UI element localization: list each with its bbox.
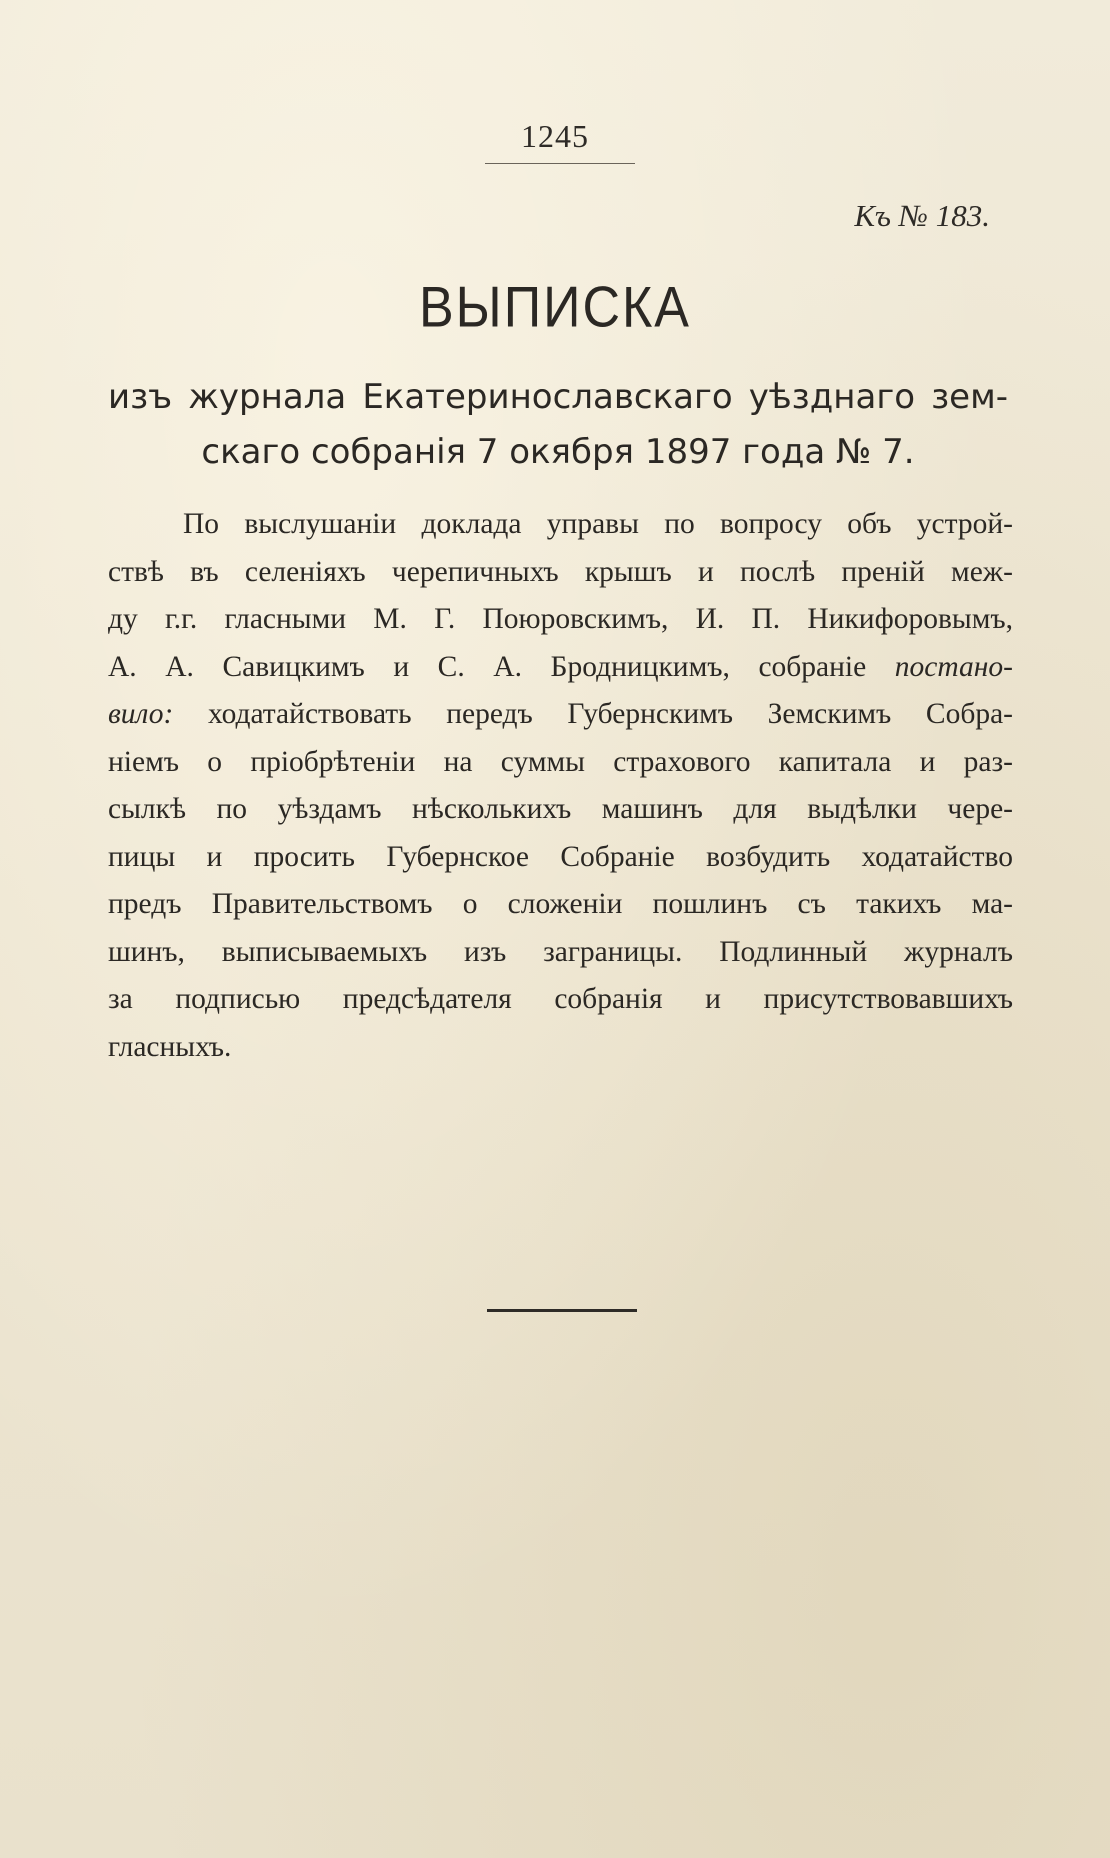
document-subtitle: [108, 370, 1008, 480]
body-line: [108, 644, 1013, 692]
emphasized-text: постано-: [894, 650, 1013, 683]
body-line: ду г.г. гласными М. Г. Поюровскимъ, И. П. Никифоровымъ,: [108, 603, 1013, 635]
subtitle-line: изъ журнала Екатеринославскаго уѣзднаго зем-: [108, 377, 1008, 417]
reference-number: Къ № 183.: [854, 198, 990, 233]
body-text-run: ходатайствовать передъ Губернскимъ Земскимъ Собра-: [173, 698, 1013, 730]
body-line: за подписью предсѣдателя собранія и присутствовавшихъ: [108, 983, 1013, 1015]
body-paragraph: [108, 501, 1013, 1071]
subtitle-line: скаго собранія 7 окября 1897 года № 7.: [201, 432, 915, 472]
document-title: ВЫПИСКА: [419, 276, 691, 340]
body-line: ствѣ въ селеніяхъ черепичныхъ крышъ и послѣ преній меж-: [108, 555, 1013, 588]
body-line: шинъ, выписываемыхъ изъ заграницы. Подлинный журналъ: [108, 935, 1013, 968]
body-line: ніемъ о пріобрѣтеніи на суммы страхового капитала и раз-: [108, 745, 1013, 778]
header-rule: [485, 163, 635, 164]
body-text-run: А. А. Савицкимъ и С. А. Бродницкимъ, собраніе: [108, 650, 895, 683]
body-line: пицы и просить Губернское Собраніе возбудить ходатайство: [108, 840, 1013, 873]
body-line: сылкѣ по уѣздамъ нѣсколькихъ машинъ для выдѣлки чере-: [108, 793, 1013, 825]
page-number: 1245: [521, 118, 589, 154]
body-line: предъ Правительствомъ о сложеніи пошлинъ съ такихъ ма-: [108, 888, 1013, 920]
body-line: По выслушаніи доклада управы по вопросу объ устрой-: [183, 508, 1013, 540]
emphasized-text: вило:: [108, 698, 174, 730]
body-line: гласныхъ.: [108, 1030, 232, 1063]
body-line: [108, 691, 1013, 739]
closing-rule: [487, 1309, 637, 1312]
